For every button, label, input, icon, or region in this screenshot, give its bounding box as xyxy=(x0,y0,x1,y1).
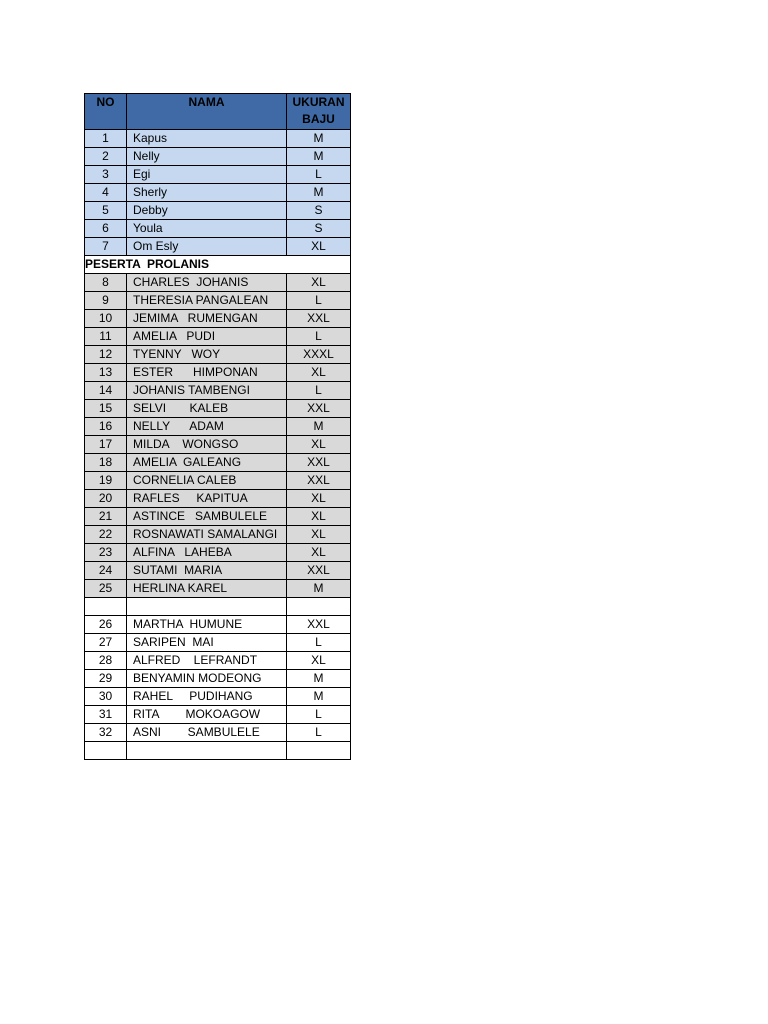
table-row xyxy=(85,562,351,580)
row-ukuran: L xyxy=(287,634,351,652)
row-nama: Kapus xyxy=(127,130,287,148)
row-no: 8 xyxy=(85,274,127,292)
header-ukuran: UKURAN BAJU xyxy=(287,94,351,130)
empty-cell xyxy=(85,598,127,616)
row-ukuran: L xyxy=(287,382,351,400)
empty-cell xyxy=(127,598,287,616)
row-ukuran: XXL xyxy=(287,472,351,490)
row-nama: Om Esly xyxy=(127,238,287,256)
row-no: 12 xyxy=(85,346,127,364)
row-ukuran: XL xyxy=(287,364,351,382)
table-row xyxy=(85,382,351,400)
row-no: 18 xyxy=(85,454,127,472)
table-row xyxy=(85,634,351,652)
row-no: 7 xyxy=(85,238,127,256)
table-row xyxy=(85,274,351,292)
row-nama: RITA MOKOAGOW xyxy=(127,706,287,724)
table-row xyxy=(85,544,351,562)
row-ukuran: L xyxy=(287,292,351,310)
empty-cell xyxy=(127,742,287,760)
row-nama: RAFLES KAPITUA xyxy=(127,490,287,508)
table-row xyxy=(85,652,351,670)
table-row xyxy=(85,418,351,436)
row-no: 4 xyxy=(85,184,127,202)
table-row xyxy=(85,400,351,418)
row-ukuran: XL xyxy=(287,544,351,562)
row-ukuran: XXL xyxy=(287,310,351,328)
row-ukuran: L xyxy=(287,724,351,742)
row-nama: BENYAMIN MODEONG xyxy=(127,670,287,688)
row-ukuran: XL xyxy=(287,274,351,292)
section-title: PESERTA PROLANIS xyxy=(85,256,351,274)
row-nama: SELVI KALEB xyxy=(127,400,287,418)
empty-cell xyxy=(287,742,351,760)
row-no: 27 xyxy=(85,634,127,652)
table-row xyxy=(85,670,351,688)
row-ukuran: M xyxy=(287,688,351,706)
row-ukuran: M xyxy=(287,580,351,598)
row-no: 31 xyxy=(85,706,127,724)
row-no: 10 xyxy=(85,310,127,328)
empty-cell xyxy=(287,598,351,616)
row-nama: AMELIA GALEANG xyxy=(127,454,287,472)
header-no: NO xyxy=(85,94,127,130)
table-row xyxy=(85,688,351,706)
row-nama: ASTINCE SAMBULELE xyxy=(127,508,287,526)
row-nama: THERESIA PANGALEAN xyxy=(127,292,287,310)
row-ukuran: XL xyxy=(287,508,351,526)
row-ukuran: L xyxy=(287,166,351,184)
row-no: 25 xyxy=(85,580,127,598)
row-no: 28 xyxy=(85,652,127,670)
row-nama: ALFRED LEFRANDT xyxy=(127,652,287,670)
row-no: 21 xyxy=(85,508,127,526)
row-no: 23 xyxy=(85,544,127,562)
row-nama: SARIPEN MAI xyxy=(127,634,287,652)
row-nama: NELLY ADAM xyxy=(127,418,287,436)
table-row xyxy=(85,130,351,148)
header-row xyxy=(85,94,351,130)
table-row xyxy=(85,706,351,724)
table-row xyxy=(85,292,351,310)
row-nama: Sherly xyxy=(127,184,287,202)
row-ukuran: S xyxy=(287,202,351,220)
table-row xyxy=(85,202,351,220)
row-no: 11 xyxy=(85,328,127,346)
table-row xyxy=(85,490,351,508)
header-nama: NAMA xyxy=(127,94,287,130)
row-no: 29 xyxy=(85,670,127,688)
row-nama: RAHEL PUDIHANG xyxy=(127,688,287,706)
table-row xyxy=(85,328,351,346)
row-no: 13 xyxy=(85,364,127,382)
row-nama: JOHANIS TAMBENGI xyxy=(127,382,287,400)
table-row xyxy=(85,724,351,742)
row-no: 1 xyxy=(85,130,127,148)
row-ukuran: XXL xyxy=(287,562,351,580)
row-nama: ALFINA LAHEBA xyxy=(127,544,287,562)
row-no: 24 xyxy=(85,562,127,580)
row-no: 16 xyxy=(85,418,127,436)
row-nama: HERLINA KAREL xyxy=(127,580,287,598)
row-nama: ASNI SAMBULELE xyxy=(127,724,287,742)
row-nama: AMELIA PUDI xyxy=(127,328,287,346)
row-nama: ROSNAWATI SAMALANGI xyxy=(127,526,287,544)
row-ukuran: L xyxy=(287,706,351,724)
row-nama: Nelly xyxy=(127,148,287,166)
row-ukuran: M xyxy=(287,418,351,436)
row-ukuran: S xyxy=(287,220,351,238)
table-row xyxy=(85,508,351,526)
row-no: 32 xyxy=(85,724,127,742)
row-nama: TYENNY WOY xyxy=(127,346,287,364)
row-ukuran: M xyxy=(287,184,351,202)
row-nama: Youla xyxy=(127,220,287,238)
table-row xyxy=(85,454,351,472)
row-nama: MARTHA HUMUNE xyxy=(127,616,287,634)
table-row xyxy=(85,616,351,634)
row-ukuran: XL xyxy=(287,526,351,544)
row-no: 5 xyxy=(85,202,127,220)
row-ukuran: XXXL xyxy=(287,346,351,364)
row-no: 15 xyxy=(85,400,127,418)
table-row xyxy=(85,472,351,490)
table-row xyxy=(85,526,351,544)
row-no: 30 xyxy=(85,688,127,706)
row-no: 22 xyxy=(85,526,127,544)
row-ukuran: XL xyxy=(287,490,351,508)
table-row xyxy=(85,166,351,184)
size-table xyxy=(84,93,351,760)
row-no: 20 xyxy=(85,490,127,508)
table-row xyxy=(85,220,351,238)
row-ukuran: M xyxy=(287,148,351,166)
table-row xyxy=(85,184,351,202)
row-nama: Debby xyxy=(127,202,287,220)
row-nama: CHARLES JOHANIS xyxy=(127,274,287,292)
row-nama: MILDA WONGSO xyxy=(127,436,287,454)
empty-row xyxy=(85,598,351,616)
table-row xyxy=(85,238,351,256)
row-ukuran: XXL xyxy=(287,454,351,472)
row-no: 3 xyxy=(85,166,127,184)
row-nama: SUTAMI MARIA xyxy=(127,562,287,580)
row-ukuran: XXL xyxy=(287,400,351,418)
table-row xyxy=(85,580,351,598)
row-ukuran: XXL xyxy=(287,616,351,634)
row-no: 6 xyxy=(85,220,127,238)
table-row xyxy=(85,346,351,364)
row-no: 2 xyxy=(85,148,127,166)
row-nama: ESTER HIMPONAN xyxy=(127,364,287,382)
row-nama: CORNELIA CALEB xyxy=(127,472,287,490)
row-no: 17 xyxy=(85,436,127,454)
row-nama: Egi xyxy=(127,166,287,184)
row-nama: JEMIMA RUMENGAN xyxy=(127,310,287,328)
empty-cell xyxy=(85,742,127,760)
table-row xyxy=(85,364,351,382)
row-no: 9 xyxy=(85,292,127,310)
row-ukuran: M xyxy=(287,670,351,688)
section-row xyxy=(85,256,351,274)
row-no: 19 xyxy=(85,472,127,490)
table-body xyxy=(85,130,351,760)
table-row xyxy=(85,436,351,454)
row-ukuran: XL xyxy=(287,238,351,256)
row-no: 14 xyxy=(85,382,127,400)
empty-row xyxy=(85,742,351,760)
row-ukuran: M xyxy=(287,130,351,148)
row-ukuran: XL xyxy=(287,652,351,670)
row-ukuran: XL xyxy=(287,436,351,454)
row-no: 26 xyxy=(85,616,127,634)
table-row xyxy=(85,148,351,166)
row-ukuran: L xyxy=(287,328,351,346)
table-row xyxy=(85,310,351,328)
